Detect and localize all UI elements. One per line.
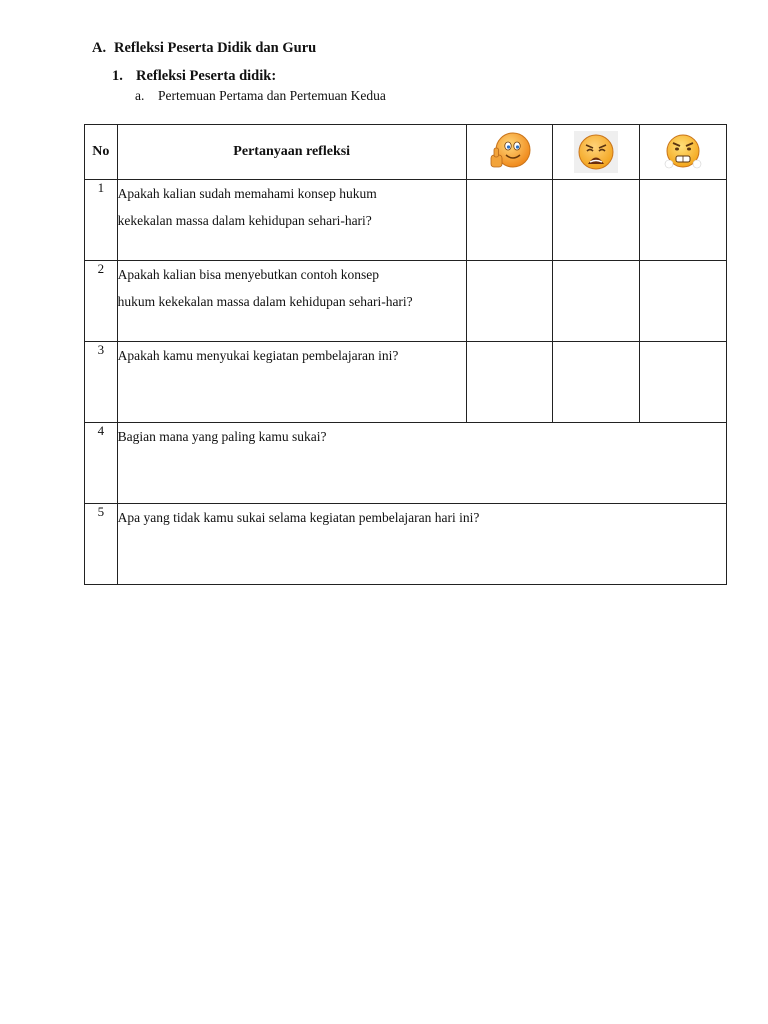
row-number: 1 bbox=[85, 180, 118, 261]
response-cell-sad[interactable] bbox=[553, 342, 640, 423]
table-row bbox=[85, 180, 727, 261]
response-cell-angry[interactable] bbox=[640, 261, 727, 342]
question-line: Apa yang tidak kamu sukai selama kegiatan pembelajaran hari ini? bbox=[117, 510, 480, 525]
response-cell-happy[interactable] bbox=[466, 261, 553, 342]
header-emoji-happy bbox=[466, 125, 553, 180]
angry-face-icon bbox=[661, 131, 705, 173]
row-number: 3 bbox=[85, 342, 118, 423]
thumbs-up-smiley-icon bbox=[487, 131, 533, 173]
header-question: Pertanyaan refleksi bbox=[117, 125, 466, 180]
subsection-title: Refleksi Peserta didik: bbox=[136, 68, 277, 84]
response-cell-sad[interactable] bbox=[553, 261, 640, 342]
subsection-heading bbox=[112, 68, 276, 85]
question-line: kekekalan massa dalam kehidupan sehari-hari? bbox=[117, 213, 372, 228]
row-number: 5 bbox=[85, 504, 118, 585]
header-emoji-angry bbox=[640, 125, 727, 180]
table-row bbox=[85, 261, 727, 342]
row-question bbox=[117, 261, 466, 342]
response-cell-sad[interactable] bbox=[553, 180, 640, 261]
table-header-row bbox=[85, 125, 727, 180]
response-cell-happy[interactable] bbox=[466, 342, 553, 423]
row-question-open[interactable] bbox=[117, 423, 726, 504]
response-cell-angry[interactable] bbox=[640, 180, 727, 261]
response-cell-angry[interactable] bbox=[640, 342, 727, 423]
question-line: Apakah kalian sudah memahami konsep hukum bbox=[117, 186, 377, 201]
reflection-table bbox=[84, 124, 727, 585]
subsubsection-title: Pertemuan Pertama dan Pertemuan Kedua bbox=[158, 88, 386, 103]
section-number: A. bbox=[92, 40, 107, 56]
header-no: No bbox=[85, 125, 118, 180]
subsubsection-number: a. bbox=[135, 88, 145, 103]
section-title: Refleksi Peserta Didik dan Guru bbox=[114, 40, 317, 56]
subsection-number: 1. bbox=[112, 68, 123, 84]
header-emoji-sad bbox=[553, 125, 640, 180]
response-cell-happy[interactable] bbox=[466, 180, 553, 261]
question-line: Bagian mana yang paling kamu sukai? bbox=[117, 429, 327, 444]
section-heading bbox=[92, 40, 316, 57]
question-line: hukum kekekalan massa dalam kehidupan sehari-hari? bbox=[117, 294, 413, 309]
question-line: Apakah kalian bisa menyebutkan contoh konsep bbox=[117, 267, 379, 282]
row-number: 2 bbox=[85, 261, 118, 342]
table-row bbox=[85, 342, 727, 423]
weary-face-icon bbox=[574, 131, 618, 173]
row-number: 4 bbox=[85, 423, 118, 504]
row-question bbox=[117, 342, 466, 423]
row-question-open[interactable] bbox=[117, 504, 726, 585]
subsubsection-heading bbox=[135, 88, 386, 104]
row-question bbox=[117, 180, 466, 261]
table-row bbox=[85, 504, 727, 585]
question-line: Apakah kamu menyukai kegiatan pembelajaran ini? bbox=[117, 348, 399, 363]
table-row bbox=[85, 423, 727, 504]
